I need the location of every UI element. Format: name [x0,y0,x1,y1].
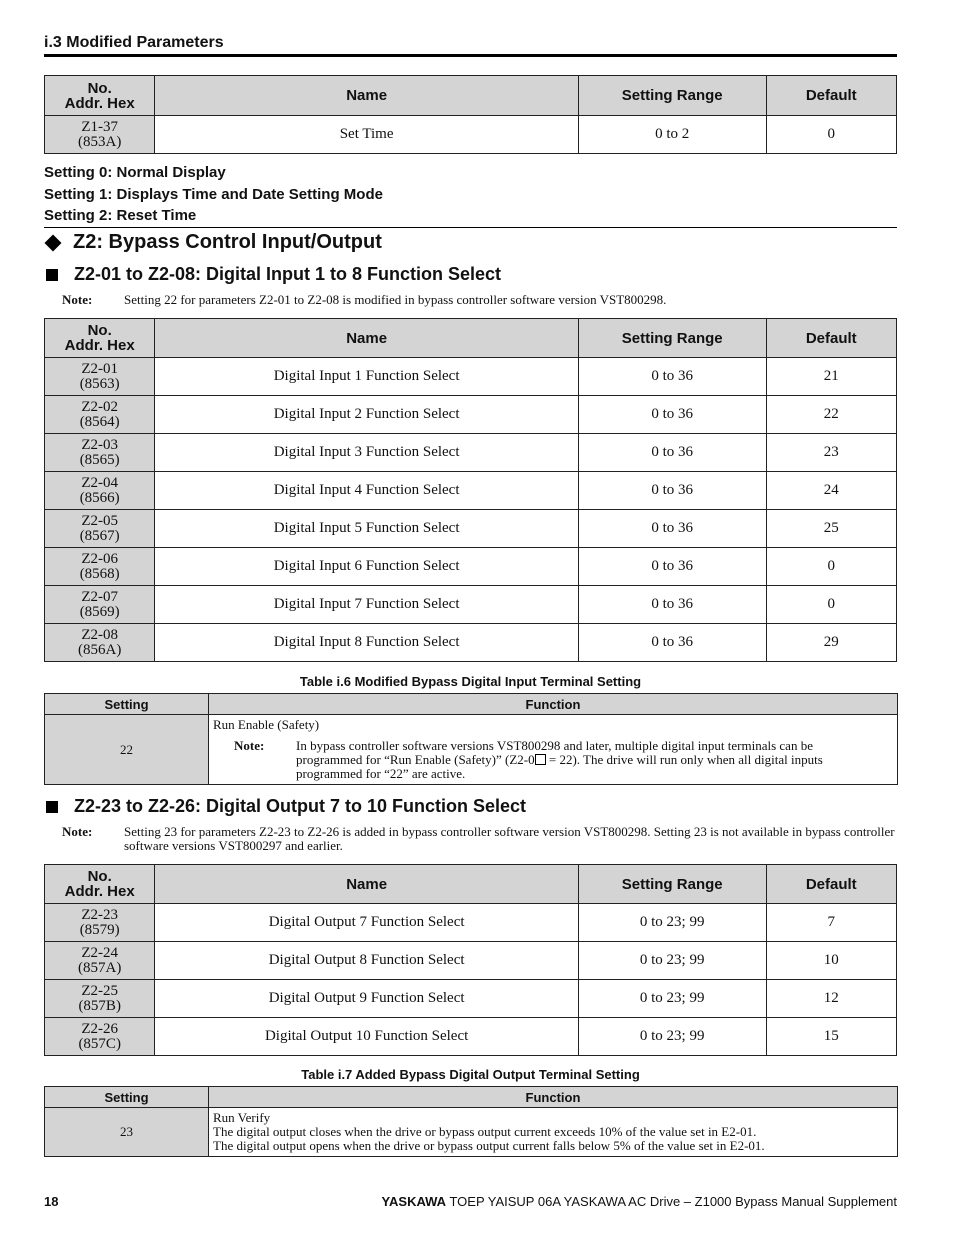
function-title: Run Enable (Safety) [213,717,320,732]
outputs-subsection-title: Z2-23 to Z2-26: Digital Output 7 to 10 Function Select [44,796,526,817]
table-row [45,586,897,624]
param-name: Digital Input 8 Function Select [155,624,578,662]
param-number: Z2-24 (857A) [45,942,155,980]
param-number: Z2-06 (8568) [45,548,155,586]
param-default: 15 [766,1018,896,1056]
square-bullet-icon [46,801,58,813]
square-bullet-icon [46,269,58,281]
function-cell [209,715,898,785]
param-number: Z2-04 (8566) [45,472,155,510]
table-row [45,942,897,980]
setting-1: Setting 1: Displays Time and Date Setting Mode [44,185,383,203]
param-default: 0 [766,548,896,586]
param-number: Z2-07 (8569) [45,586,155,624]
param-name: Digital Input 3 Function Select [155,434,578,472]
param-number: Z2-08 (856A) [45,624,155,662]
table-i6-caption: Table i.6 Modified Bypass Digital Input Terminal Setting [299,674,642,689]
table-row [45,980,897,1018]
param-default: 12 [766,980,896,1018]
inputs-subsection-title: Z2-01 to Z2-08: Digital Input 1 to 8 Function Select [44,264,501,285]
table-row [45,116,897,154]
table-row [45,1018,897,1056]
z2-outputs-table [44,864,897,1056]
col-name: Name [155,76,578,116]
table-header-row [45,319,897,358]
function-cell [209,1108,898,1157]
table-row [45,396,897,434]
param-default: 29 [766,624,896,662]
param-range: 0 to 23; 99 [578,1018,766,1056]
function-line: The digital output opens when the drive or bypass output current falls below 5% of the value set in E2-01. [213,1138,765,1153]
col-name: Name [155,865,578,904]
table-i7-caption: Table i.7 Added Bypass Digital Output Terminal Setting [301,1067,640,1082]
param-range: 0 to 36 [578,358,766,396]
setting-2: Setting 2: Reset Time [44,207,197,224]
param-name: Digital Input 2 Function Select [155,396,578,434]
param-default: 21 [766,358,896,396]
diamond-bullet-icon [45,234,62,251]
param-name: Digital Output 10 Function Select [155,1018,578,1056]
param-name: Digital Input 7 Function Select [155,586,578,624]
function-line: The digital output closes when the drive or bypass output current exceeds 10% of the value set in E2-01. [213,1124,757,1139]
col-function: Function [209,1087,898,1108]
col-default: Default [766,865,896,904]
col-no-addr: No. Addr. Hex [45,865,155,904]
param-number: Z2-26 (857C) [45,1018,155,1056]
table-row [45,715,898,785]
param-range: 0 to 36 [578,548,766,586]
divider [44,227,897,228]
page-number: 18 [44,1194,59,1209]
section-header: i.3 Modified Parameters [44,34,224,51]
section-rule [44,54,897,57]
placeholder-box-icon [535,754,546,765]
function-title: Run Verify [213,1110,271,1125]
param-range: 0 to 23; 99 [578,942,766,980]
table-header-row [45,694,898,715]
z1-parameter-table [44,75,897,154]
col-setting-range: Setting Range [578,319,766,358]
param-name: Digital Input 1 Function Select [155,358,578,396]
param-range: 0 to 36 [578,586,766,624]
table-row [45,1108,898,1157]
param-number: Z2-23 (8579) [45,904,155,942]
param-range: 0 to 2 [578,116,766,154]
z2-inputs-table [44,318,897,662]
param-name: Digital Output 9 Function Select [155,980,578,1018]
table-header-row [45,865,897,904]
param-default: 10 [766,942,896,980]
inputs-note: Note: Setting 22 for parameters Z2-01 to Z2-08 is modified in bypass controller software version VST800298. [62,292,667,307]
param-name: Digital Input 4 Function Select [155,472,578,510]
param-number: Z1-37 (853A) [45,116,155,154]
param-range: 0 to 36 [578,510,766,548]
footer-doc-title: YASKAWA TOEP YAISUP 06A YASKAWA AC Drive – Z1000 Bypass Manual Supplement [381,1194,897,1209]
table-row [45,510,897,548]
param-number: Z2-03 (8565) [45,434,155,472]
col-no-addr: No. Addr. Hex [45,319,155,358]
setting-value: 23 [45,1108,209,1157]
setting-descriptions [44,162,383,227]
table-i6 [44,693,898,785]
table-row [45,472,897,510]
table-row [45,434,897,472]
table-row [45,358,897,396]
col-setting-range: Setting Range [578,76,766,116]
col-name: Name [155,319,578,358]
table-row [45,548,897,586]
table-header-row [45,1087,898,1108]
table-row [45,624,897,662]
param-default: 23 [766,434,896,472]
param-range: 0 to 23; 99 [578,904,766,942]
col-setting-range: Setting Range [578,865,766,904]
param-range: 0 to 36 [578,434,766,472]
param-name: Set Time [155,116,578,154]
param-range: 0 to 36 [578,472,766,510]
param-default: 0 [766,586,896,624]
param-name: Digital Output 8 Function Select [155,942,578,980]
function-note: Note: In bypass controller software versions VST800298 and later, multiple digital input terminals can be programmed for “Run Enable (Safety)” (Z2-0 = 22). The drive will run only when all digital inputs programmed for “22” are active. [234,738,823,781]
param-name: Digital Input 6 Function Select [155,548,578,586]
table-row [45,904,897,942]
z2-section-title: Z2: Bypass Control Input/Output [44,231,382,254]
col-default: Default [766,319,896,358]
col-setting: Setting [45,694,209,715]
col-no-addr: No. Addr. Hex [45,76,155,116]
col-function: Function [209,694,898,715]
param-default: 22 [766,396,896,434]
param-range: 0 to 36 [578,396,766,434]
param-default: 7 [766,904,896,942]
param-number: Z2-01 (8563) [45,358,155,396]
param-number: Z2-25 (857B) [45,980,155,1018]
param-default: 0 [766,116,896,154]
param-number: Z2-05 (8567) [45,510,155,548]
param-default: 24 [766,472,896,510]
param-number: Z2-02 (8564) [45,396,155,434]
table-i7 [44,1086,898,1157]
col-default: Default [766,76,896,116]
setting-value: 22 [45,715,209,785]
setting-0: Setting 0: Normal Display [44,164,226,181]
param-range: 0 to 36 [578,624,766,662]
outputs-note: Note: Setting 23 for parameters Z2-23 to Z2-26 is added in bypass controller software version VST800298. Setting 23 is not available in bypass controller software versions VST800297 and earlier. [62,824,895,853]
param-default: 25 [766,510,896,548]
table-header-row [45,76,897,116]
param-range: 0 to 23; 99 [578,980,766,1018]
param-name: Digital Input 5 Function Select [155,510,578,548]
param-name: Digital Output 7 Function Select [155,904,578,942]
col-setting: Setting [45,1087,209,1108]
